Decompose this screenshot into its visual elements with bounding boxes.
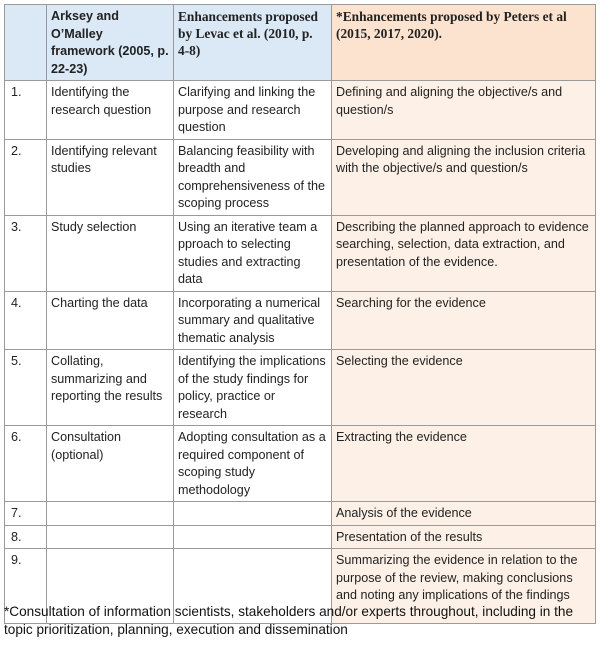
row-number: 3. <box>5 215 47 291</box>
levac-cell: Using an iterative team a pproach to selecting studies and extracting data <box>174 215 332 291</box>
row-number: 6. <box>5 426 47 502</box>
table-row <box>5 426 596 502</box>
peters-cell: Extracting the evidence <box>332 426 596 502</box>
row-number: 4. <box>5 291 47 350</box>
levac-cell <box>174 502 332 526</box>
row-number: 8. <box>5 525 47 549</box>
peters-cell: Summarizing the evidence in relation to the purpose of the review, making conclusions and noting any implications of the findings <box>332 549 596 624</box>
arksey-cell: Collating, summarizing and reporting the results <box>47 350 174 426</box>
peters-cell: Describing the planned approach to evidence searching, selection, data extraction, and presentation of the evidence. <box>332 215 596 291</box>
levac-cell <box>174 525 332 549</box>
arksey-cell: Identifying the research question <box>47 81 174 140</box>
arksey-cell: Identifying relevant studies <box>47 139 174 215</box>
footnote: *Consultation of information scientists, stakeholders and/or experts throughout, including in the topic prioritization, planning, execution and dissemination <box>4 604 573 637</box>
levac-cell: Identifying the implications of the study findings for policy, practice or research <box>174 350 332 426</box>
header-arksey: Arksey and O’Malley framework (2005, p. 22-23) <box>47 5 174 81</box>
levac-cell: Incorporating a numerical summary and qualitative thematic analysis <box>174 291 332 350</box>
arksey-cell <box>47 525 174 549</box>
header-peters: *Enhancements proposed by Peters et al (2015, 2017, 2020). <box>332 5 596 81</box>
table-row <box>5 350 596 426</box>
peters-cell: Defining and aligning the objective/s and question/s <box>332 81 596 140</box>
levac-cell: Balancing feasibility with breadth and comprehensiveness of the scoping process <box>174 139 332 215</box>
table-row <box>5 291 596 350</box>
arksey-cell: Charting the data <box>47 291 174 350</box>
table-row <box>5 525 596 549</box>
arksey-cell <box>47 502 174 526</box>
table-row <box>5 215 596 291</box>
row-number: 9. <box>5 549 47 624</box>
table-row <box>5 81 596 140</box>
table-row <box>5 502 596 526</box>
peters-cell: Selecting the evidence <box>332 350 596 426</box>
peters-cell: Presentation of the results <box>332 525 596 549</box>
header-levac: Enhancements proposed by Levac et al. (2010, p. 4-8) <box>174 5 332 81</box>
peters-cell: Developing and aligning the inclusion criteria with the objective/s and question/s <box>332 139 596 215</box>
peters-cell: Searching for the evidence <box>332 291 596 350</box>
frameworks-table <box>4 4 596 624</box>
levac-cell: Adopting consultation as a required component of scoping study methodology <box>174 426 332 502</box>
arksey-cell: Consultation (optional) <box>47 426 174 502</box>
peters-cell: Analysis of the evidence <box>332 502 596 526</box>
table-row <box>5 139 596 215</box>
arksey-cell: Study selection <box>47 215 174 291</box>
row-number: 1. <box>5 81 47 140</box>
header-row <box>5 5 596 81</box>
row-number: 2. <box>5 139 47 215</box>
levac-cell: Clarifying and linking the purpose and research question <box>174 81 332 140</box>
header-num <box>5 5 47 81</box>
row-number: 7. <box>5 502 47 526</box>
row-number: 5. <box>5 350 47 426</box>
